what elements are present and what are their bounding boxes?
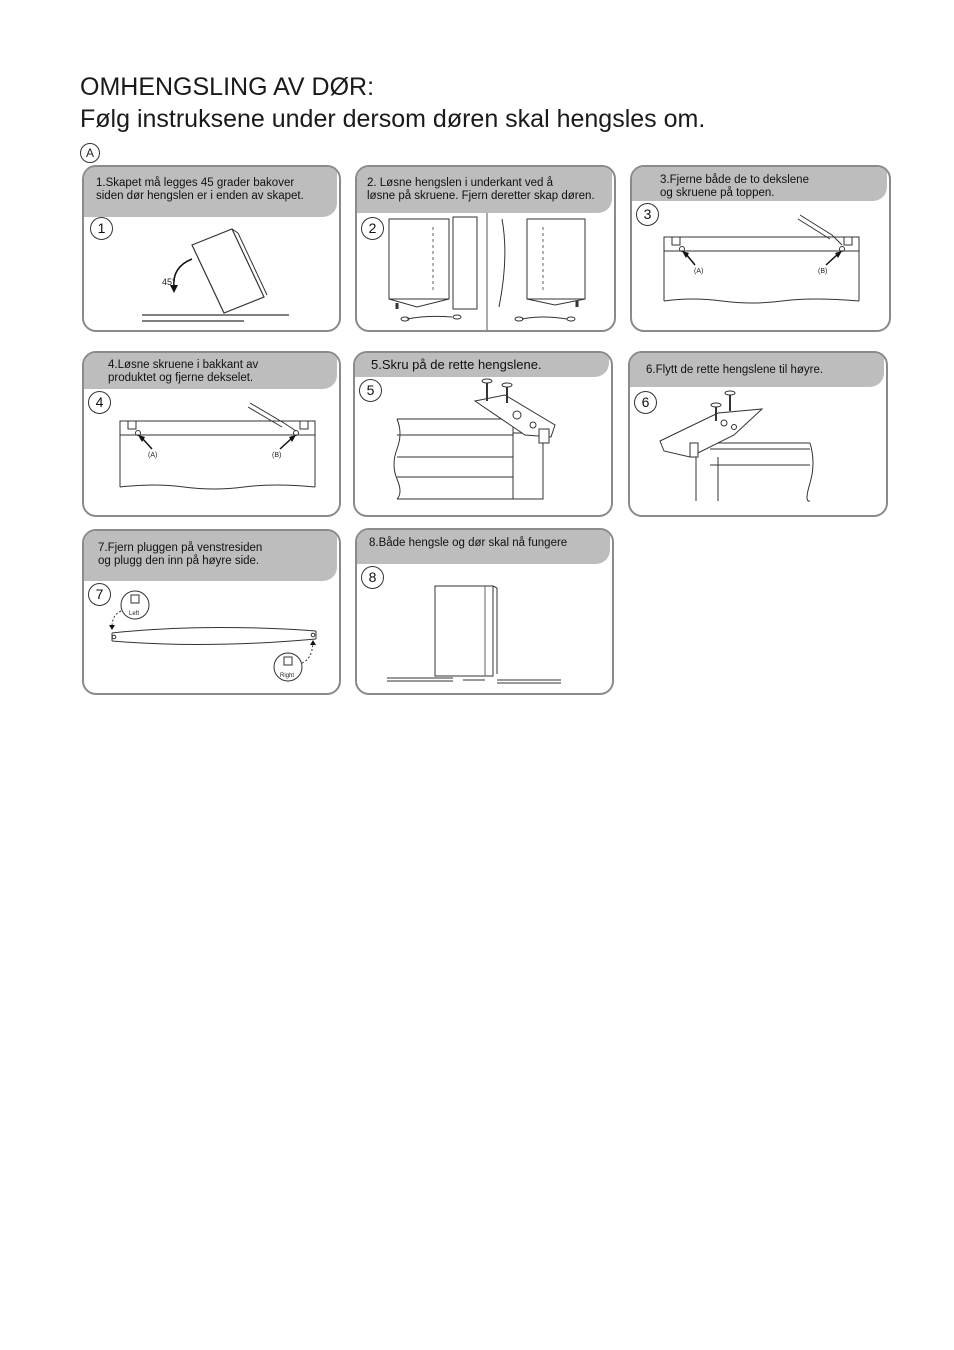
step-5-number: 5 (359, 379, 382, 402)
step-2-panel (355, 165, 616, 332)
step-3-panel (630, 165, 891, 332)
step-2-illustration (357, 167, 614, 330)
step-5-caption: 5.Skru på de rette hengslene. (371, 357, 542, 372)
step-3-number: 3 (636, 203, 659, 226)
page-subtitle: Følg instruksene under dersom døren skal hengsles om. (80, 105, 706, 133)
step-8-illustration (357, 530, 612, 693)
step-6-caption: 6.Flytt de rette hengslene til høyre. (646, 364, 824, 376)
step-1-panel (82, 165, 341, 332)
step-4-label-a: (A) (148, 452, 158, 459)
step-8-panel (355, 528, 614, 695)
step-8-caption: 8.Både hengsle og dør skal nå fungere (369, 537, 568, 549)
step-3-caption: 3.Fjerne både de to dekslene og skruene på toppen. (660, 174, 809, 199)
step-3-label-a: (A) (694, 268, 704, 275)
step-6-number: 6 (634, 391, 657, 414)
step-7-label-left: Left (129, 611, 140, 617)
step-1-illustration (84, 167, 339, 330)
step-7-label-right: Right (280, 673, 295, 679)
step-1-caption: 1.Skapet må legges 45 grader bakover siden dør hengslen er i enden av skapet. (96, 177, 304, 202)
step-2-caption: 2. Løsne hengslen i underkant ved å løsne på skruene. Fjern deretter skap døren. (367, 177, 595, 202)
step-4-number: 4 (88, 391, 111, 414)
step-5-illustration (355, 353, 611, 515)
step-7-number: 7 (88, 583, 111, 606)
step-6-illustration (630, 353, 886, 515)
step-6-panel (628, 351, 888, 517)
step-4-panel (82, 351, 341, 517)
section-marker: A (80, 143, 100, 163)
step-1-number: 1 (90, 217, 113, 240)
step-5-panel (353, 351, 613, 517)
step-4-label-b: (B) (272, 452, 282, 459)
step-2-number: 2 (361, 217, 384, 240)
page-title: OMHENGSLING AV DØR: (80, 73, 375, 101)
step-4-caption: 4.Løsne skruene i bakkant av produktet og fjerne dekselet. (108, 359, 259, 384)
step-7-caption: 7.Fjern pluggen på venstresiden og plugg den inn på høyre side. (98, 542, 263, 567)
step-7-illustration (84, 531, 339, 693)
step-3-label-b: (B) (818, 268, 828, 275)
step-8-number: 8 (361, 566, 384, 589)
step-4-illustration (84, 353, 339, 515)
step-7-panel (82, 529, 341, 695)
step-1-angle-label: 45° (162, 277, 176, 287)
step-3-illustration (632, 167, 889, 330)
